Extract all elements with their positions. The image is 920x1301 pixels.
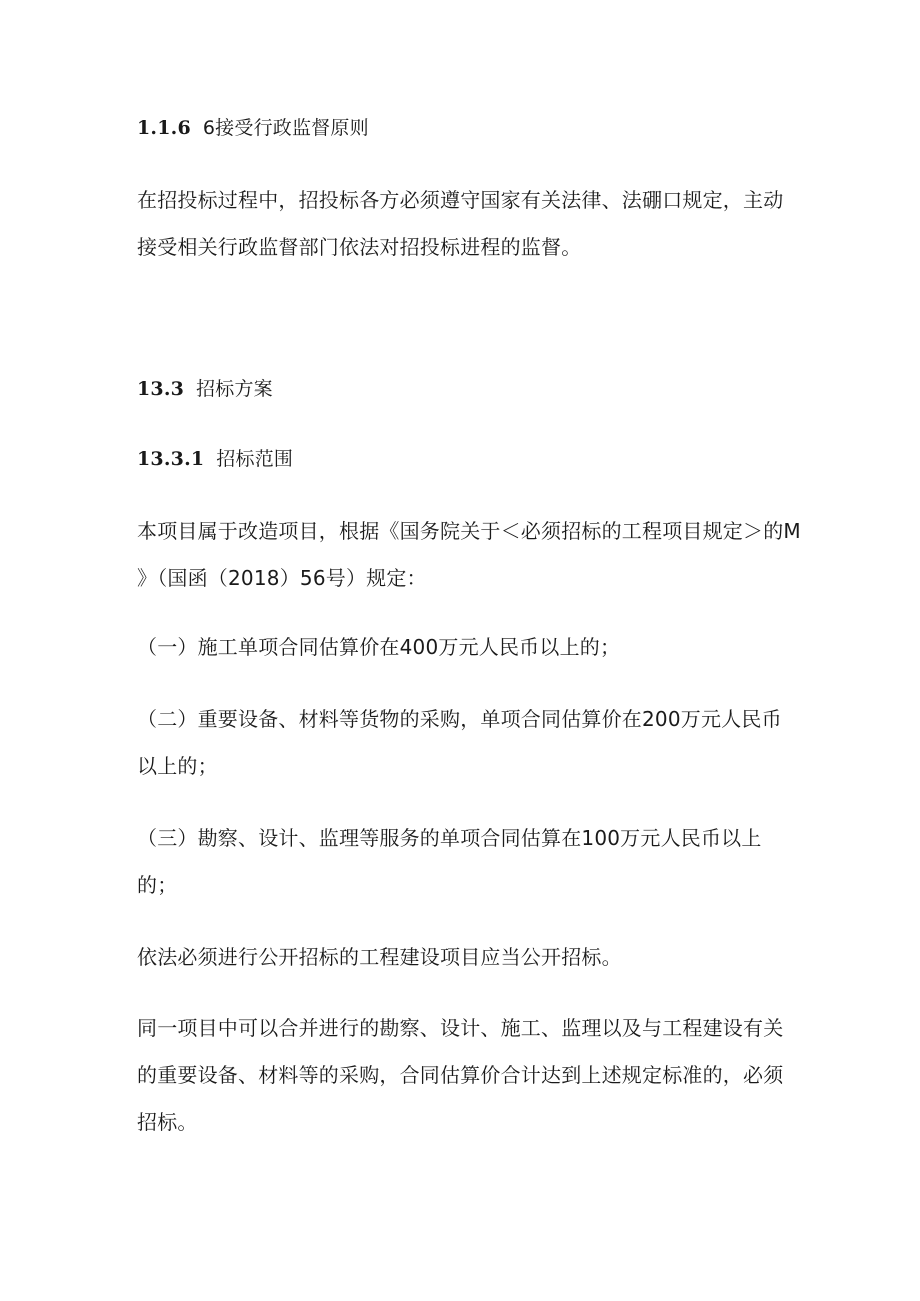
paragraph-line: 接受相关行政监督部门依法对招投标进程的监督。 [137,235,582,259]
heading-title: 招标方案 [196,378,273,400]
paragraph-line: 》（国函（2018）56号）规定： [137,566,427,590]
heading-13-3-1 [137,446,293,472]
list-item: （一）施工单项合同估算价在400万元人民币以上的； [137,635,621,659]
paragraph-line: 在招投标过程中，招投标各方必须遵守国家有关法律、法硼口规定，主动 [137,188,784,212]
heading-title: 招标范围 [216,448,294,470]
heading-1-1-6 [137,115,369,141]
heading-number: 1.1.6 [137,117,191,139]
list-item: （三）勘察、设计、监理等服务的单项合同估算在100万元人民币以上 [137,826,762,850]
list-item: 的； [137,873,178,897]
paragraph-line: 本项目属于改造项目，根据《国务院关于＜必须招标的工程项目规定＞的M [137,519,801,543]
heading-13-3 [137,376,273,402]
list-item: （二）重要设备、材料等货物的采购，单项合同估算价在200万元人民币 [137,707,782,731]
paragraph-line: 的重要设备、材料等的采购，合同估算价合计达到上述规定标准的，必须 [137,1063,784,1087]
paragraph-line: 招标。 [137,1110,198,1134]
heading-title: 6接受行政监督原则 [202,117,369,139]
heading-number: 13.3 [137,378,185,400]
paragraph-line: 同一项目中可以合并进行的勘察、设计、施工、监理以及与工程建设有关 [137,1016,784,1040]
paragraph-line: 依法必须进行公开招标的工程建设项目应当公开招标。 [137,945,622,969]
heading-number: 13.3.1 [137,448,205,470]
list-item: 以上的； [137,754,218,778]
